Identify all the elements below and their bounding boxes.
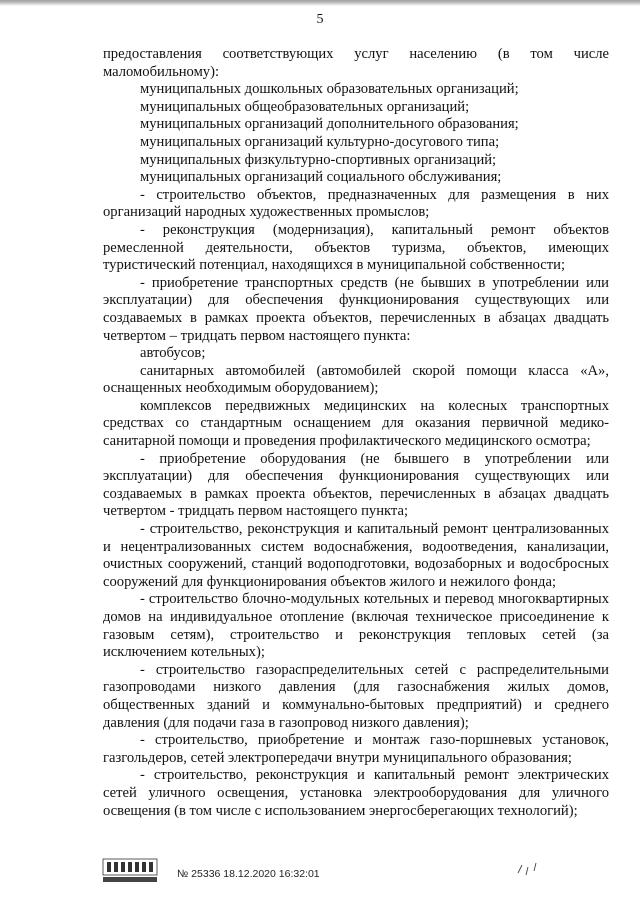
document-registration-number: № 25336 18.12.2020 16:32:01 bbox=[177, 868, 320, 880]
paragraph: - приобретение оборудования (не бывшего в употреблении или эксплуатации) для обеспечения функционирования существующих или создаваемых в рамках проекта объектов, перечисленных в абзацах двадцать четвертом - тридцать первом настоящего пункта; bbox=[103, 450, 609, 520]
paragraph: - строительство блочно-модульных котельных и перевод многоквартирных домов на индивидуальное отопление (включая техническое присоединение к газовым сетям), строительство и реконструкция тепловых сетей (за исключением котельных); bbox=[103, 591, 609, 661]
document-body bbox=[103, 46, 609, 820]
list-item: автобусов; bbox=[140, 345, 206, 362]
paragraph: - строительство, реконструкция и капитальный ремонт централизованных и нецентрализованных систем водоснабжения, водоотведения, канализации, очистных сооружений, станций водоподготовки, водозаборных и водосбросных сооружений для функционирования объектов жилого и нежилого фонда; bbox=[103, 521, 609, 590]
list-item: муниципальных физкультурно-спортивных организаций; bbox=[140, 151, 497, 168]
list-item: муниципальных организаций дополнительного образования; bbox=[140, 116, 519, 133]
list-item: муниципальных дошкольных образовательных организаций; bbox=[140, 81, 519, 98]
list-item: муниципальных организаций культурно-досугового типа; bbox=[140, 133, 500, 150]
handwritten-mark bbox=[514, 859, 544, 879]
paragraph: предоставления соответствующих услуг населению (в том числе маломобильному): bbox=[103, 46, 609, 80]
paragraph: - строительство, приобретение и монтаж газо-поршневых установок, газгольдеров, сетей электропередачи внутри муниципального образования; bbox=[103, 732, 609, 766]
page-number: 5 bbox=[316, 12, 324, 27]
list-item: санитарных автомобилей (автомобилей скорой помощи класса «А», оснащенных необходимым оборудованием); bbox=[103, 362, 609, 397]
paragraph: - строительство газораспределительных сетей с распределительными газопроводами низкого давления (для газоснабжения жилых домов, общественных зданий и коммунально-бытовых предприятий) и среднего давления (для подачи газа в газопровод низкого давления); bbox=[103, 661, 609, 731]
list-item: муниципальных организаций социального обслуживания; bbox=[140, 169, 502, 186]
paragraph: - реконструкция (модернизация), капитальный ремонт объектов ремесленной деятельности, объектов туризма, объектов, имеющих туристический потенциал, находящихся в муниципальной собственности; bbox=[103, 221, 609, 274]
list-item: комплексов передвижных медицинских на колесных транспортных средствах со стандартным оснащением для оказания первичной медико-санитарной помощи и проведения профилактического медицинского осмотра; bbox=[103, 397, 609, 450]
registry-stamp-logo bbox=[101, 855, 159, 885]
scan-edge bbox=[0, 0, 640, 6]
paragraph: - приобретение транспортных средств (не бывших в употреблении или эксплуатации) для обеспечения функционирования существующих или создаваемых в рамках проекта объектов, перечисленных в абзацах двадцать четвертом – тридцать первом настоящего пункта: bbox=[103, 274, 609, 344]
list-item: муниципальных общеобразовательных организаций; bbox=[140, 98, 470, 115]
paragraph: - строительство объектов, предназначенных для размещения в них организаций народных художественных промыслов; bbox=[103, 186, 609, 221]
paragraph: - строительство, реконструкция и капитальный ремонт электрических сетей уличного освещения, установка электрооборудования для уличного освещения (в том числе с использованием энергосберегающих технологий); bbox=[103, 767, 609, 819]
